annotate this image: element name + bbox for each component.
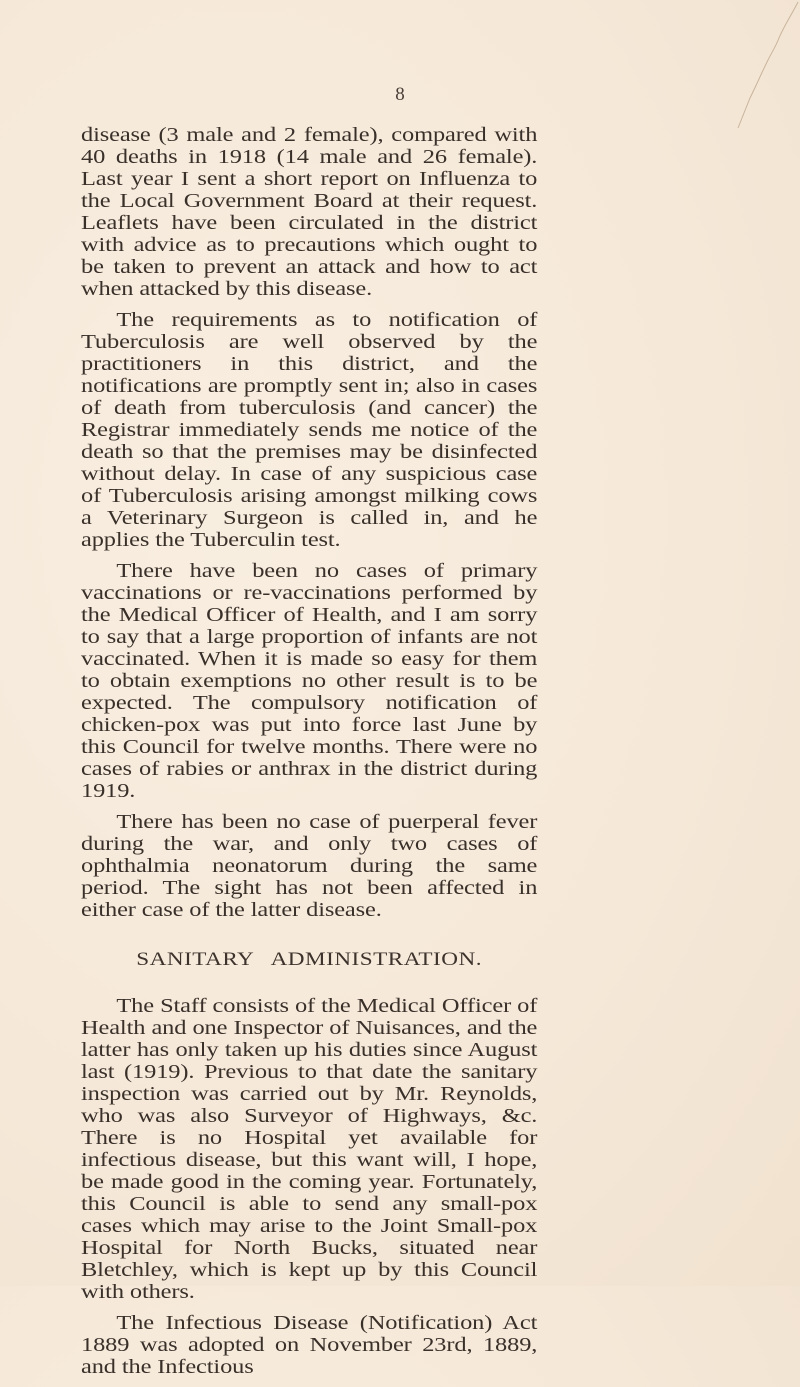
paragraph-staff: The Staff consists of the Medical Officer of Health and one Inspector of Nuisances, and the latter has only taken up his duties since August last (1919). Previous to that date the sanitary inspection was carried out by Mr. Reynolds, who was also Surveyor of Highways, &c. There is no Hospital yet available for infectious disease, but this want will, I hope, be made good in the coming year. Fortunately, this Council is able to send any small-pox cases which may arise to the Joint Small-pox Hospital for North Bucks, situated near Bletchley, which is kept up by this Council with others. <box>81 995 538 1303</box>
paragraph-infectious-disease-act: The Infectious Disease (Notification) Act 1889 was adopted on November 23rd, 1889, and the Infectious <box>81 1312 538 1378</box>
paragraph-influenza-continued: disease (3 male and 2 female), compared with 40 deaths in 1918 (14 male and 26 female). Last year I sent a short report on Influenza to the Local Government Board at their request. Leaflets have been circulated in the district with advice as to precautions which ought to be taken to prevent an attack and how to act when attacked by this disease. <box>81 124 538 300</box>
body-text <box>81 124 537 1387</box>
paper-crease-mark <box>680 0 800 140</box>
section-heading-sanitary-administration: SANITARY ADMINISTRATION. <box>136 949 482 970</box>
paragraph-puerperal-fever: There has been no case of puerperal fever during the war, and only two cases of ophthalmia neonatorum during the same period. The sight has not been affected in either case of the latter disease. <box>81 811 538 921</box>
page-number: 8 <box>395 84 405 105</box>
paragraph-vaccinations: There have been no cases of primary vaccinations or re-vaccinations performed by the Medical Officer of Health, and I am sorry to say that a large proportion of infants are not vaccinated. When it is made so easy for them to obtain exemptions no other result is to be expected. The compulsory notification of chicken-pox was put into force last June by this Council for twelve months. There were no cases of rabies or anthrax in the district during 1919. <box>81 560 538 802</box>
paragraph-tuberculosis: The requirements as to notification of Tuberculosis are well observed by the practitioners in this district, and the notifications are promptly sent in; also in cases of death from tuberculosis (and cancer) the Registrar immediately sends me notice of the death so that the premises may be disinfected without delay. In case of any suspicious case of Tuberculosis arising amongst milking cows a Veterinary Surgeon is called in, and he applies the Tuberculin test. <box>81 309 538 551</box>
